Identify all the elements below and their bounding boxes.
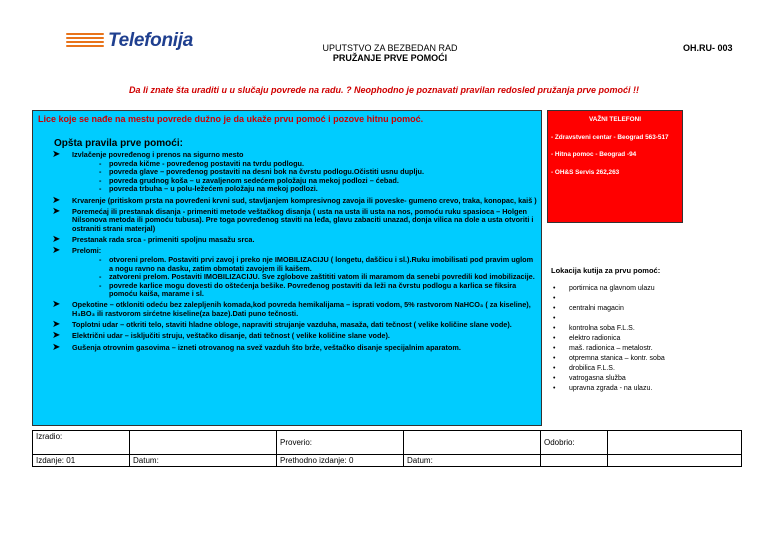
location-item: • portirnica na glavnom ulazu: [553, 285, 655, 292]
rule-item: [42, 151, 538, 194]
rule-sub-item: - zatvoreni prelom. Postaviti IMOBILIZACIJU. Sve zglobove zaštititi vatom ili maramom da senebi povredili kod imobilizacije.: [99, 272, 535, 282]
rule-sub-item: - povreda kičme - povređenog postaviti na tvrdu podlogu.: [99, 158, 305, 168]
bullet-icon: •: [553, 385, 556, 392]
arrow-bullet-icon: ➤: [52, 234, 61, 246]
rule-item: [42, 236, 538, 245]
phone-item: - Hitna pomoc - Beograd -94: [551, 151, 637, 158]
tagline: Da li znate šta uraditi u u slučaju povrede na radu. ? Neophodno je poznavati pravilan redosled pružanja prve pomoći !!: [128, 85, 640, 95]
phone-item: - OH&S Servis 262,263: [551, 168, 620, 176]
document-code: OH.RU- 003: [683, 43, 733, 53]
izdanje-label: Izdanje: 01: [33, 455, 130, 467]
bullet-icon: •: [553, 335, 556, 342]
section-title: Opšta pravila prve pomoći:: [54, 138, 183, 149]
rule-text: Poremećaj ili prestanak disanja - primeniti metode veštačkog disanja ( usta na usta ili usta na nos, pomoću ruku spasioca – Holgen Nilsonova metoda ili pomoću tubusa). Pre toga povređenog staviti na leđa, glavu zabaciti unazad, donja vilica na dole a usta otvoriti i ostraniti strani materjal): [72, 206, 534, 233]
odobrio-label: Odobrio:: [541, 431, 608, 455]
datum-label-2: Datum:: [404, 455, 541, 467]
location-item: • elektro radionica: [553, 335, 621, 342]
rule-sub-item: - povreda grudnog koša – u zavaljenom sedećem položaju na mekoj podlozi – ćebad.: [99, 175, 399, 185]
title-line-1: UPUTSTVO ZA BEZBEDAN RAD: [322, 43, 458, 53]
rule-item: [42, 301, 538, 318]
arrow-bullet-icon: ➤: [52, 341, 61, 353]
rule-text: Toplotni udar – otkriti telo, staviti hladne obloge, napraviti strujanje vazduha, masaža, dati tečnost ( velike količine slane vode).: [72, 320, 512, 330]
rule-sub-list: [96, 160, 538, 194]
bullet-icon: •: [553, 315, 556, 322]
document-title: [300, 43, 480, 63]
approval-table: [32, 430, 742, 467]
location-item: • drobilica F.L.S.: [553, 365, 615, 372]
location-item: • otpremna stanica – kontr. soba: [553, 355, 665, 362]
phone-item: - Zdravstveni centar - Beograd 563-517: [551, 133, 669, 141]
location-item: [551, 294, 665, 304]
location-item: • upravna zgrada - na ulazu.: [553, 385, 653, 392]
rule-sub-list: [96, 256, 538, 299]
rules-list: [42, 151, 538, 355]
arrow-bullet-icon: ➤: [52, 205, 61, 217]
rule-sub-item: - povrede karlice mogu dovesti do oštećenja bešike. Povređenog postaviti da leži na čvrstu podlogu a karlica se fiksira pomoću kaiša, marame i sl.: [99, 280, 517, 299]
bullet-icon: •: [553, 375, 556, 382]
izradio-value: [130, 431, 277, 455]
rule-item: [42, 321, 538, 330]
izradio-label: Izradio:: [33, 431, 130, 455]
proverio-value: [404, 431, 541, 455]
rule-text: Električni udar – isključiti struju, veštačko disanje, dati tečnost ( velike količine slane vode).: [72, 331, 390, 341]
logo-stripes-icon: [66, 32, 104, 50]
prethodno-izdanje-label: Prethodno izdanje: 0: [277, 455, 404, 467]
arrow-bullet-icon: ➤: [52, 299, 61, 311]
footer-empty-1: [541, 455, 608, 467]
arrow-bullet-icon: ➤: [52, 319, 61, 331]
arrow-bullet-icon: ➤: [52, 245, 61, 257]
datum-label-1: Datum:: [130, 455, 277, 467]
rule-sub-item: - povreda glave – povređenog postaviti na desni bok na čvrstu podlogu.Očistiti usnu duplju.: [99, 167, 425, 177]
bullet-icon: •: [553, 285, 556, 292]
location-item: • kontrolna soba F.L.S.: [553, 325, 635, 332]
rule-item: [42, 194, 538, 206]
bullet-icon: •: [553, 355, 556, 362]
location-item: • centralni magacin: [553, 305, 624, 312]
rule-item: [42, 205, 538, 234]
odobrio-value: [608, 431, 742, 455]
bullet-icon: •: [553, 345, 556, 352]
rule-item: [42, 247, 538, 299]
title-line-2: PRUŽANJE PRVE POMOĆI: [332, 53, 448, 63]
bullet-icon: •: [553, 305, 556, 312]
locations-list: [551, 284, 665, 394]
arrow-bullet-icon: ➤: [52, 330, 61, 342]
location-item: • maš. radionica – metalostr.: [553, 345, 653, 352]
rule-text: Prestanak rada srca - primeniti spoljnu masažu srca.: [72, 235, 255, 245]
rule-sub-item: - otvoreni prelom. Postaviti prvi zavoj i preko nje IMOBILIZACIJU ( longetu, daščicu i sl.).Ruku imobilisati pod pravim uglom a nogu ravno na dasku, zatim obmotati zavojem ili kaišem.: [99, 254, 534, 273]
rule-text: Prelomi:: [72, 246, 102, 256]
arrow-bullet-icon: ➤: [52, 149, 61, 160]
rule-sub-item: - povreda trbuha – u polu-ležećem položaju na mekoj podlozi.: [99, 184, 318, 194]
bullet-icon: •: [553, 295, 556, 302]
location-item: • vatrogasna služba: [553, 375, 626, 382]
rule-text: Izvlačenje povređenog i prenos na sigurno mesto: [72, 150, 244, 159]
bullet-icon: •: [553, 365, 556, 372]
logo-text: Telefonija: [108, 30, 193, 51]
company-logo: [66, 30, 193, 52]
phones-title: VAŽNI TELEFONI: [588, 116, 642, 123]
rule-text: Gušenja otrovnim gasovima – izneti otrovanog na svež vazduh što brže, veštačko disanje specijalnim aparatom.: [72, 342, 461, 352]
location-item: [551, 314, 665, 324]
intro-text: Lice koje se nađe na mestu povrede dužno je da ukaže prvu pomoć i pozove hitnu pomoć.: [38, 114, 424, 124]
arrow-bullet-icon: ➤: [52, 194, 61, 206]
bullet-icon: •: [553, 325, 556, 332]
rule-text: Opekotine – otkloniti odeću bez zalepljenih komada,kod povreda hemikalijama – isprati vodom, 5% rastvorom NaHCO₃ ( za kiseline), H₃BO₃ ili rastvorom sirćetne kiseline(za baze).Dati puno tečnosti.: [72, 300, 531, 319]
rule-text: Krvarenje (pritiskom prsta na povređeni krvni sud, stavljanjem kompresivnog zavoja ili poveske- gumeno crevo, traka, konopac, kaiš ): [72, 195, 537, 205]
proverio-label: Proverio:: [277, 431, 404, 455]
rule-item: [42, 332, 538, 341]
locations-title: Lokacija kutija za prvu pomoć:: [551, 266, 661, 275]
rule-item: [42, 341, 538, 353]
important-phones-box: [547, 110, 683, 223]
footer-empty-2: [608, 455, 742, 467]
